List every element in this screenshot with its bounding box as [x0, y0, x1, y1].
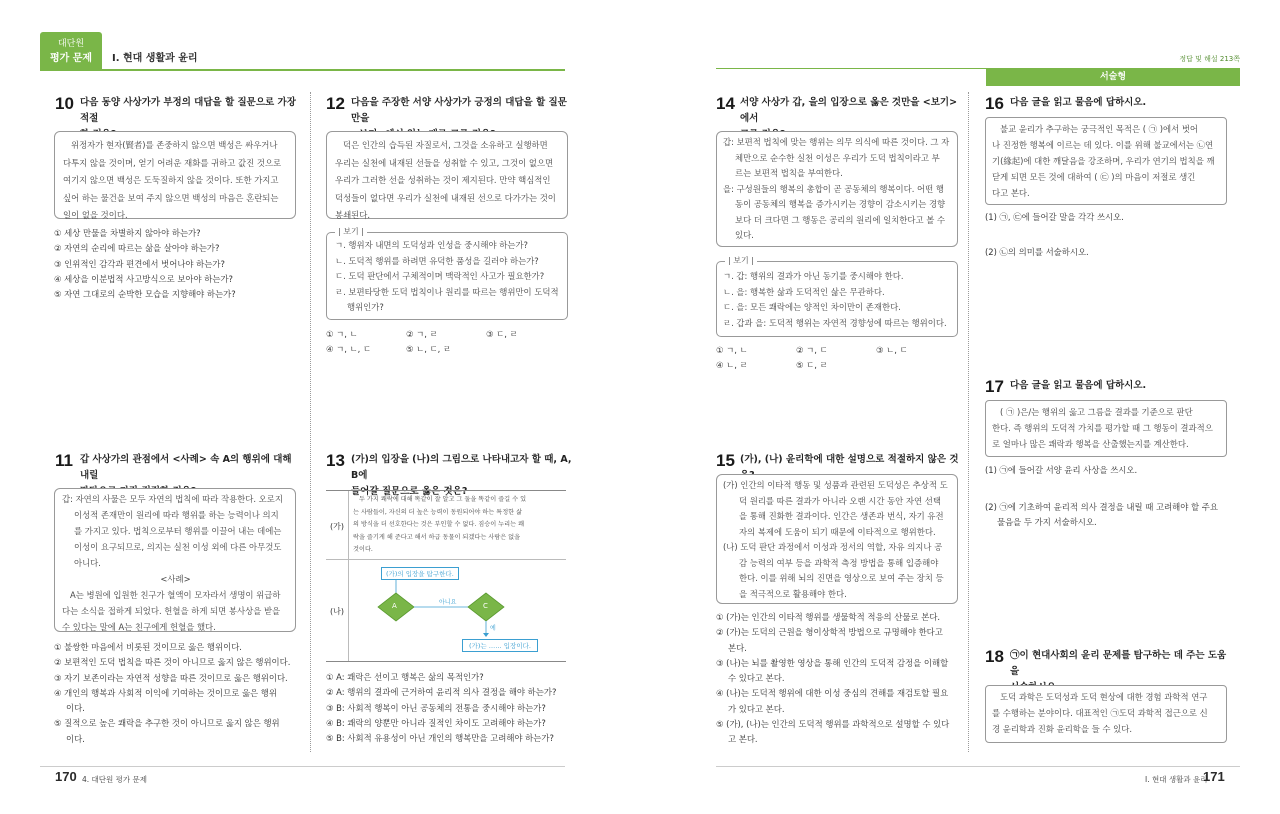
q14-passage-box [716, 131, 958, 247]
q10-passage-box [54, 131, 296, 219]
q12-choice[interactable]: ③ ㄷ, ㄹ [486, 329, 518, 339]
q18-passage-box [985, 685, 1227, 743]
q11-option[interactable]: ⑤ 질적으로 높은 쾌락을 추구한 것이 아니므로 옳지 않은 행위 [54, 718, 280, 729]
q16-passage-box [985, 117, 1227, 205]
unit-tab-line2: 평가 문제 [49, 53, 93, 64]
q15-option[interactable]: ③ (나)는 뇌를 촬영한 영상을 통해 인간의 도덕적 감정을 이해할 [716, 657, 949, 668]
q14-passage: 갑: 보편적 법칙에 맞는 행위는 의무 의식에 따른 것이다. 그 자 체만으로 순수한 실천 이성은 우리가 도덕 법칙이라고 부 르는 보편적 법칙을 부여한다. 을: 구성원들의 행복의 총합이 곧 공동체의 행복이다. 어떤 행 동이 공동체의 행복을 증가시키는 경향이 감소시키는 경향 보다 더 크다면 그 행동은 공리의 원리에 일치한다고 볼 수 있다. [723, 137, 950, 240]
q11-case-title: <사례> [160, 574, 191, 584]
q13-stem: (가)의 입장을 (나)의 그림으로 나타내고자 할 때, A, B에 들어갈 질문으로 옳은 것은? [351, 454, 572, 497]
q17-passage-box [985, 400, 1227, 457]
q13-option[interactable]: ③ B: 사회적 행복이 아닌 공동체의 전통을 중시해야 하는가? [326, 702, 546, 713]
q13-flow-a: A [392, 602, 397, 610]
q15-option[interactable]: ⑤ (가), (나)는 인간의 도덕적 행위를 과학적으로 설명할 수 있다 [716, 719, 950, 730]
q10-passage: 위정자가 현자(賢者)를 존중하지 않으면 백성은 싸우거나 다투지 않을 것이며, 얻기 어려운 재화를 귀하고 값진 것으로 여기지 않으면 백성은 도둑질하지 않을 것이다. 또한 가지고 싶어 하는 물건을 보여 주지 않으면 백성의 마음은 혼란되는 일이 없을 것이다. [63, 140, 282, 220]
answer-ref: 정답 및 해설 213쪽 [1179, 55, 1240, 63]
q14-choices [716, 343, 956, 374]
divider-left [310, 92, 311, 752]
q14-choice[interactable]: ⑤ ㄷ, ㄹ [796, 360, 828, 371]
q12-choices [326, 327, 566, 358]
q11-option[interactable]: ③ 자기 보존이라는 자연적 성향을 따른 것이므로 옳은 행위이다. [54, 672, 288, 683]
q17-stem: 다음 글을 읽고 물음에 답하시오. [1010, 380, 1147, 391]
q16-stem: 다음 글을 읽고 물음에 답하시오. [1010, 97, 1147, 108]
q13-flow-yes: 예 [490, 625, 496, 632]
q13-ga-label: (가) [330, 522, 344, 531]
q18-number: 18 [985, 647, 1004, 666]
q11-option[interactable]: ② 보편적인 도덕 법칙을 따른 것이 아니므로 옳지 않은 행위이다. [54, 657, 291, 668]
q14-bogi-box [716, 256, 958, 337]
q13-col-divider [348, 491, 349, 661]
q15-option[interactable]: ② (가)는 도덕의 근원을 형이상학적 방법으로 규명해야 한다고 [716, 627, 943, 638]
left-page-number: 170 [55, 769, 77, 784]
q12-bogi-box [326, 227, 568, 320]
q14-number: 14 [716, 94, 735, 113]
right-footer-label: I. 현대 생활과 윤리 [1145, 775, 1208, 784]
q16-sub1: (1) ㉠, ㉢에 들어갈 말을 각각 쓰시오. [985, 212, 1124, 222]
q13-option[interactable]: ① A: 쾌락은 선이고 행복은 삶의 목적인가? [326, 672, 484, 682]
q11-options: ① 불쌍한 마음에서 비롯된 것이므로 옳은 행위이다. ② 보편적인 도덕 법칙을 따른 것이 아니므로 옳지 않은 행위이다. ③ 자기 보존이라는 자연적 성향을 따른 것이므로 옳은 행위이다. ④ 개인의 행복과 사회적 이익에 기여하는 것이므로 옳은 행위 이다. ⑤ 질적으로 높은 쾌락을 추구한 것이 아니므로 옳지 않은 행위 이다. [54, 640, 304, 747]
q12-stem: 다음을 주장한 서양 사상가가 긍정의 대답을 할 질문만을 [351, 97, 567, 124]
q10-option[interactable]: ③ 인위적인 감각과 편견에서 벗어나야 하는가? [54, 258, 225, 269]
q11-passage-box [54, 488, 296, 632]
q15-passage-box [716, 474, 958, 604]
q13-option[interactable]: ② A: 행위의 결과에 근거하여 윤리적 의사 결정을 해야 하는가? [326, 687, 557, 698]
q14-bogi: ㄱ. 갑: 행위의 결과가 아닌 동기를 중시해야 한다. ㄴ. 을: 행복한 삶과 도덕적인 삶은 무관하다. ㄷ. 을: 모든 쾌락에는 양적인 차이만이 존재한다. ㄹ. 갑과 을: 도덕적 행위는 자연적 경향성에 따르는 행위이다. [723, 271, 947, 328]
q18-passage: 도덕 과학은 도덕성과 도덕 현상에 대한 경험 과학적 연구 를 수행하는 분야이다. 대표적인 ㉠도덕 과학적 접근으로 신 경 윤리학과 진화 윤리학을 들 수 있다. [992, 692, 1208, 734]
q10-option[interactable]: ② 자연의 순리에 따르는 삶을 살아야 하는가? [54, 243, 220, 254]
q11-number: 11 [55, 451, 73, 470]
q13-flow-start: (가)의 입장을 탐구한다. [381, 567, 459, 580]
q12-choice[interactable]: ① ㄱ, ㄴ [326, 329, 358, 339]
q16-passage: 불교 윤리가 추구하는 궁극적인 목적은 ( ㉠ )에서 벗어 나 진정한 행복에 이르는 데 있다. 이를 위해 불교에서는 ㉡연 기(緣起)에 대한 깨달음을 강조하며, 우리가 연기의 법칙을 깨 닫게 되면 모든 것에 대하여 ( ㉢ )의 마음이 저절로 생긴 다고 본다. [992, 124, 1215, 198]
q12-bogi-label: | 보기 | [335, 226, 367, 237]
left-footer-label: 4. 대단원 평가 문제 [82, 775, 148, 784]
q11-option[interactable]: ① 불쌍한 마음에서 비롯된 것이므로 옳은 행위이다. [54, 642, 242, 652]
q15-option[interactable]: ④ (나)는 도덕적 행위에 대한 이성 중심의 견해를 재검토할 필요 [716, 688, 949, 699]
q11-stem: 갑 사상가의 관점에서 <사례> 속 A의 행위에 대해 내릴 [80, 454, 292, 481]
unit-title: I. 현대 생활과 윤리 [112, 53, 198, 64]
q17-number: 17 [985, 377, 1004, 396]
footer-line-right [716, 766, 1240, 767]
section-tab-label: 서술형 [1099, 72, 1127, 82]
q15-stem: (가), (나) 윤리학에 대한 설명으로 적절하지 않은 것 [740, 454, 959, 465]
q13-number: 13 [326, 451, 345, 470]
q12-passage: 덕은 인간의 습득된 자질로서, 그것을 소유하고 실행하면 우리는 실천에 내재된 선들을 성취할 수 있고, 그것이 없으면 우리가 그러한 선을 성취하는 것이 제지된다. 만약 핵심적인 덕성들이 없다면 우리가 실천에 내재된 선으로 다가가는 것이 봉쇄된다. [335, 140, 556, 220]
q15-passage: (가) 인간의 이타적 행동 및 성품과 관련된 도덕성은 추상적 도 덕 원리를 따른 결과가 아니라 오랜 시간 동안 자연 선택 을 통해 진화한 결과이다. 인간은 생존과 번식, 자기 유전 자의 복제에 도움이 되기 때문에 이타적으로 행위한다. (나) 도덕 판단 과정에서 이성과 정서의 역할, 자유 의지나 공 감 능력의 여부 등을 과학적 측정 방법을 통해 입증해야 한다. 이를 위해 뇌의 진면을 영상으로 보여 주는 장치 등 을 적극적으로 활용해야 한다. [723, 480, 948, 599]
q15-number: 15 [716, 451, 735, 470]
q17-passage: ( ㉠ )은/는 행위의 옳고 그름을 결과를 기준으로 판단 한다. 즉 행위의 도덕적 가치를 평가할 때 그 행동이 결과적으 로 얼마나 많은 쾌락과 행복을 산출했는지를 계산한다. [992, 407, 1213, 449]
q17-sub2: (2) ㉠에 기초하여 윤리적 의사 결정을 내릴 때 고려해야 할 주요 물음을 두 가지 서술하시오. [985, 502, 1218, 528]
q15-options: ① (가)는 인간의 이타적 행위를 생물학적 적응의 산물로 본다. ② (가)는 도덕의 근원을 형이상학적 방법으로 규명해야 한다고 본다. ③ (나)는 뇌를 촬영한 영상을 통해 인간의 도덕적 감정을 이해할 수 있다고 본다. ④ (나)는 도덕적 행위에 대한 이성 중심의 견해를 재검토할 필요 가 있다고 본다. ⑤ (가), (나)는 인간의 도덕적 행위를 과학적으로 설명할 수 있다 고 본다. [716, 610, 966, 748]
q12-bogi: ㄱ. 행위자 내면의 도덕성과 인성을 중시해야 하는가? ㄴ. 도덕적 행위를 하려면 유덕한 품성을 길러야 하는가? ㄷ. 도덕 판단에서 구체적이며 맥락적인 사고가 필요한가? ㄹ. 보편타당한 도덕 법칙이나 원리를 따르는 행위만이 도덕적 행위인가? [335, 240, 559, 312]
q13-table [326, 490, 566, 662]
q16-sub2: (2) ㉡의 의미를 서술하시오. [985, 247, 1089, 257]
q13-row-divider [326, 559, 566, 560]
q14-choice[interactable]: ④ ㄴ, ㄹ [716, 360, 748, 371]
q15-option[interactable]: ① (가)는 인간의 이타적 행위를 생물학적 적응의 산물로 본다. [716, 612, 941, 622]
q13-options [326, 670, 576, 746]
q10-option[interactable]: ⑤ 자연 그대로의 순박한 모습을 지향해야 하는가? [54, 289, 236, 300]
header-line-left [40, 69, 565, 71]
q10-stem: 다음 동양 사상가가 부정의 대답을 할 질문으로 가장 적절 [80, 97, 296, 124]
q13-option[interactable]: ④ B: 쾌락의 양뿐만 아니라 질적인 차이도 고려해야 하는가? [326, 717, 546, 728]
q14-choice[interactable]: ③ ㄴ, ㄷ [876, 345, 908, 355]
q17-sub1: (1) ㉠에 들어갈 서양 윤리 사상을 쓰시오. [985, 465, 1138, 475]
section-tab [986, 69, 1240, 86]
unit-tab-line1: 대단원 [57, 39, 85, 49]
unit-tab [40, 32, 102, 70]
q13-flow-no: 아니요 [439, 599, 457, 606]
q10-options [54, 226, 236, 302]
q13-flow-c: C [483, 602, 488, 610]
q18-stem: ㉠이 현대사회의 윤리 문제를 탐구하는 데 주는 도움을 [1010, 650, 1227, 677]
footer-line-left [40, 766, 565, 767]
q12-number: 12 [326, 94, 345, 113]
q13-flow-end: (가)는 …… 입장이다. [462, 639, 538, 652]
right-page-number: 171 [1203, 769, 1225, 784]
q12-choice[interactable]: ④ ㄱ, ㄴ, ㄷ [326, 344, 372, 355]
q12-passage-box [326, 131, 568, 219]
q14-stem: 서양 사상가 갑, 을의 입장으로 옳은 것만을 <보기>에서 [740, 97, 958, 124]
q13-na-label: (나) [330, 607, 344, 616]
q13-ga-text: 두 가지 쾌락에 대해 똑같이 잘 알고 그 둘을 똑같이 즐길 수 있 는 사람들이, 자신의 더 높은 능력이 동원되어야 하는 특정한 삶 의 방식을 더 선호한다는 것은 부인할 수 없다. 짐승이 누리는 쾌 락을 즐기게 해 준다고 해서 하급 동물이 되겠다는 사람은 없을 것이다. [353, 496, 527, 553]
q10-option[interactable]: ④ 세상을 이분법적 사고방식으로 보아야 하는가? [54, 273, 233, 284]
q10-number: 10 [55, 94, 74, 113]
q12-choice[interactable]: ② ㄱ, ㄹ [406, 329, 438, 339]
q14-choice[interactable]: ② ㄱ, ㄷ [796, 345, 828, 355]
divider-right [968, 92, 969, 752]
q10-option[interactable]: ① 세상 만물을 차별하지 않아야 하는가? [54, 228, 201, 238]
q12-choice[interactable]: ⑤ ㄴ, ㄷ, ㄹ [406, 344, 452, 355]
q13-option[interactable]: ⑤ B: 사회적 유용성이 아닌 개인의 행복만을 고려해야 하는가? [326, 733, 554, 744]
q16-number: 16 [985, 94, 1004, 113]
q14-bogi-label: | 보기 | [725, 255, 757, 266]
q11-option[interactable]: ④ 개인의 행복과 사회적 이익에 기여하는 것이므로 옳은 행위 [54, 687, 277, 698]
q14-choice[interactable]: ① ㄱ, ㄴ [716, 345, 748, 355]
q11-passage: 갑: 자연의 사물은 모두 자연의 법칙에 따라 작용한다. 오로지 이성적 존재만이 원리에 따라 행위를 하는 능력이나 의지 를 가지고 있다. 법칙으로부터 행위를 이끌어 내는 데에는 이성이 요구되므로, 의지는 실천 이성 외에 다른 아무것도 아니다. <사례> A는 병원에 입원한 친구가 혈액이 모자라서 생명이 위급하 다는 소식을 접하게 되었다. 헌혈을 하게 되면 봉사상을 받을 수 있다는 말에 A는 친구에게 헌혈을 했다. [55, 489, 295, 635]
